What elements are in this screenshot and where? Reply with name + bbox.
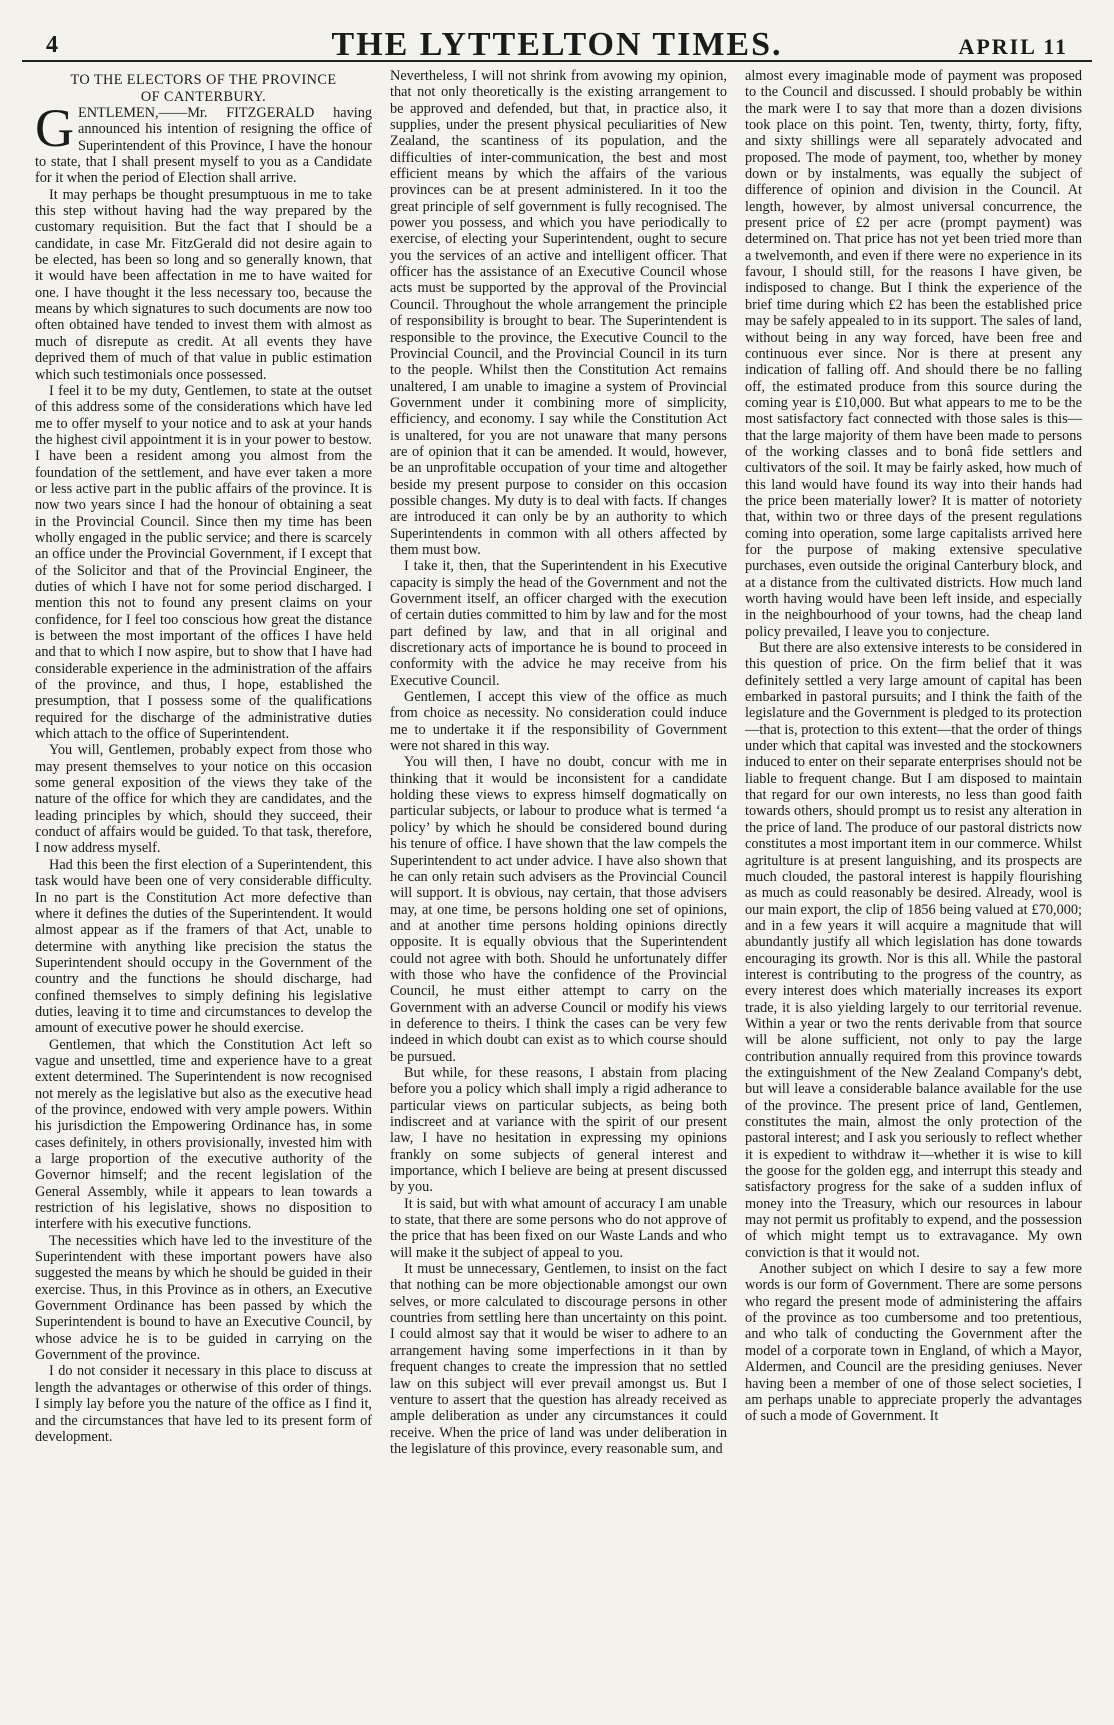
paragraph: It may perhaps be thought presumptuous in me to take this step without having had the way prepared by the customary requisition. But the fact that I should be a candidate, in case Mr. FitzGerald did not desire again to be elected, has been so long and so generally known, that it would have been affectation in me to have waited for one. I have thought it the less necessary too, because the means by which signatures to such documents are now too often obtained have tended to invest them with almost as much of disrepute as credit. At all events they have deprived them of much of that value in public estimation which such testimonials once possessed. — [35, 186, 372, 383]
header-rule — [22, 60, 1092, 62]
page-number: 4 — [46, 32, 58, 58]
issue-date: APRIL 11 — [958, 34, 1068, 59]
newspaper-title: THE LYTTELTON TIMES. — [331, 26, 783, 63]
paragraph: Another subject on which I desire to say a few more words is our form of Government. There are some persons who regard the present mode of administering the affairs of the province as too cumbersome and too pretentious, and who talk of conducting the Government after the model of a corporate town in England, of which a Mayor, Aldermen, and Council are the presiding geniuses. Never having been a member of one of those select societies, I am perhaps unable to appreciate properly the advantages of such a mode of Government. It — [745, 1261, 1082, 1425]
paragraph: The necessities which have led to the investiture of the Superintendent with these important powers have also suggested the means by which he should be guided in their exercise. Thus, in this Province as in others, an Executive Government Ordinance has been passed by which the Superintendent is bound to have an Executive Council, by whose advice he is to be guided in carrying on the Government of the province. — [35, 1232, 372, 1364]
address-title — [35, 72, 372, 105]
paragraph: Nevertheless, I will not shrink from avowing my opinion, that not only theoretically is the existing arrangement to be approved and defended, but that, in practice also, it supplies, under the present physical peculiarities of New Zealand, the scantiness of its population, and the difficulties of inter-communication, the best and most efficient means by which the affairs of the various provinces can be at present administered. In it too the great principle of self government is fully recognised. The power you possess, and which you have periodically to exercise, of electing your Superintendent, ought to secure you the services of an active and intelligent officer. That officer has the assistance of an Executive Council whose acts must be supported by the approval of the Provincial Council. Throughout the whole arrangement the principle of responsibility is brought to bear. The Superintendent is responsible to the province, the Executive Council to the Provincial Council, and the Provincial Council in its turn to the people. Whilst then the Constitution Act remains unaltered, I am unable to imagine a system of Provincial Government under it combining more of simplicity, efficiency, and economy. I say while the Constitution Act is unaltered, for you are not unaware that many persons are of opinion that it can be amended. It would, however, be an unprofitable occupation of your time and altogether beside my present purpose to consider on this occasion possible changes. My duty is to deal with facts. If changes are introduced it can only be by an authority to which Superintendents in common with all others affected by them must bow. — [390, 68, 727, 558]
address-title-line-1: TO THE ELECTORS OF THE PROVINCE — [70, 72, 337, 88]
column-2-body — [390, 68, 727, 1457]
paragraph: almost every imaginable mode of payment was proposed to the Council and discussed. I should probably be within the mark were I to say that more than a dozen divisions took place on this point. Ten, twenty, thirty, forty, fifty, and sixty shillings were all separately advocated and proposed. The mode of payment, too, whether by money down or by instalments, was equally the subject of difference of opinion and division in the Council. At length, however, by almost universal concurrence, the present price of £2 per acre (prompt payment) was determined on. That price has not yet been tried more than a twelvemonth, and even if there were no experience in its favour, I should still, for the reasons I have given, be indisposed to change. But I think the experience of the brief time during which £2 has been the established price may be safely appealed to in its support. The sales of land, without being in any way forced, have been free and continuous ever since. Nor is there at present any indication of falling off. And should there be no falling off, the estimated produce from this source during the coming year is £10,000. But what appears to me to be the most satisfactory fact connected with those sales is this—that the large majority of them have been made to persons of the working classes and to bonâ fide settlers and cultivators of the soil. It may be fairly asked, how much of this land would have found its way into their hands had the price been materially lower? It is matter of notoriety that, within two or three days of the present regulations coming into operation, some large capitalists arrived here for the purpose of making extensive speculative purchases, even outside the original Canterbury block, and at a distance from the cultivated districts. How much land worth having would have been left inside, and especially in the neighbourhood of your towns, had the cheap land policy prevailed, I leave you to conjecture. — [745, 68, 1082, 640]
page-header — [22, 18, 1092, 62]
paragraph: But there are also extensive interests to be considered in this question of price. On the firm belief that it was definitely settled a very large amount of capital has been embarked in pastoral pursuits; and I think the faith of the legislature and the Government is pledged to its protection—that is, protection to this extent—that the order of things under which that capital was invested and the stockowners induced to enter on their separate enterprises should not be liable to frequent change. But I am disposed to maintain that regard for our own interests, no less than good faith towards others, should prompt us to resist any alteration in the price of land. The produce of our pastoral districts now constitutes a most important item in our commerce. Whilst agritulture is at present languishing, and its prospects are much clouded, the pastoral interest is happily flourishing as much as could reasonably be desired. Already, wool is our main export, the clip of 1856 being valued at £70,000; and in a few years it will acquire a magnitude that will abundantly justify all which legislation has done towards encouraging its growth. Nor is this all. While the pastoral interest is contributing to the progress of the country, as every interest does which materially increases its export trade, it is also yielding largely to our territorial revenue. Within a year or two the rents derivable from that source will be alone sufficient, not only to pay the large contribution annually required from this province towards the extinguishment of the New Zealand Company's debt, but will leave a considerable balance available for the use of the province. The present price of land, Gentlemen, constitutes the main, almost the only protection of the pastoral interest; and I ask you seriously to reflect whether it is expedient to withdraw it—whether it is wise to kill the goose for the golden egg, and interrupt this steady and satisfactory progress for the sake of a sudden influx of money into the Treasury, which our resources in labour may not permit us profitably to expend, and the possession of which might tempt us to extravagance. My own conviction is that it would not. — [745, 640, 1082, 1261]
paragraph: It must be unnecessary, Gentlemen, to insist on the fact that nothing can be more objectionable amongst our own selves, or more calculated to discourage persons in other countries from settling here than uncertainty on this point. I could almost say that it would be wiser to adhere to an arrangement having some imperfections in it than by frequent changes to create the impression that no settled law on this subject will ever prevail amongst us. But I venture to assert that the question has already received as ample deliberation as under any circumstances it could receive. When the price of land was under deliberation in the legislature of this province, every reasonable sum, and — [390, 1261, 727, 1457]
salutation-paragraph — [35, 98, 372, 187]
article-columns — [35, 68, 1082, 1705]
paragraph: Gentlemen, I accept this view of the office as much from choice as necessity. No consideration could induce me to undertake it if the responsibility of Government were not shared in this way. — [390, 689, 727, 755]
address-title-line-2: OF CANTERBURY. — [140, 88, 267, 105]
column-1-body — [35, 187, 372, 1445]
column-3 — [745, 68, 1082, 1705]
paragraph: But while, for these reasons, I abstain from placing before you a policy which shall imply a rigid adherance to particular views on particular subjects, as being both indiscreet and at variance with the spirit of our present law, I have no hesitation in expressing my opinions frankly on some subjects of general interest and importance, which I believe are being at present discussed by you. — [390, 1064, 727, 1196]
drop-cap: G — [35, 98, 74, 158]
paragraph: You will, Gentlemen, probably expect from those who may present themselves to your notice on this occasion some general exposition of the views they take of the nature of the office for which they are candidates, and the leading principles by which, should they succeed, their conduct of affairs would be guided. To that task, therefore, I now address myself. — [35, 742, 372, 857]
column-2 — [390, 68, 727, 1705]
paragraph: Gentlemen, that which the Constitution Act left so vague and unsettled, time and experience have to a great extent determined. The Superintendent is now recognised not merely as the legislative but also as the executive head of the province, endowed with very ample powers. Within his jurisdiction the Empowering Ordinance has, in some cases definitely, in others provisionally, invested him with a large proportion of the executive authority of the Governor himself; and the recent legislation of the General Assembly, while it appears to lean towards a restriction of his legislative, shows no disposition to interfere with his executive functions. — [35, 1036, 372, 1233]
paragraph: You will then, I have no doubt, concur with me in thinking that it would be inconsistent for a candidate holding these views to express himself dogmatically on particular subjects, or labour to produce what is termed ‘a policy’ by which he should be considered bound during his tenure of office. I have shown that the law compels the Superintendent to act under advice. I have also shown that he can only retain such advisers as the Provincial Council will support. It is obvious, nay certain, that those advisers may, at one time, be persons holding one set of opinions, and at another time persons holding opinions directly opposite. It is equally obvious that the Superintendent could not agree with both. Should he unfortunately differ with those who have the confidence of the Provincial Council, he must either attempt to carry on the Government with an adverse Council or modify his views in deference to theirs. I think the cases can be very few indeed in which doubt can exist as to which course should be pursued. — [390, 754, 727, 1065]
paragraph: I do not consider it necessary in this place to discuss at length the advantages or otherwise of this order of things. I simply lay before you the nature of the office as I find it, and the circumstances that have led to its present form of development. — [35, 1363, 372, 1445]
paragraph: It is said, but with what amount of accuracy I am unable to state, that there are some persons who do not approve of the price that has been fixed on our Waste Lands and who will make it the subject of appeal to you. — [390, 1195, 727, 1261]
salutation-text: ENTLEMEN,——Mr. FITZGERALD having announced his intention of resigning the office of Superintendent of this Province, I have the honour to state, that I shall present myself to you as a Candidate for it when the period of Election shall arrive. — [35, 105, 372, 187]
paragraph: I take it, then, that the Superintendent in his Executive capacity is simply the head of the Government and not the Government itself, an officer charged with the execution of certain duties committed to him by law and for the most part defined by law, and that in all original and discretionary acts of importance he is bound to proceed in conformity with the advice he may receive from his Executive Council. — [390, 558, 727, 689]
column-1 — [35, 68, 372, 1705]
column-3-body — [745, 68, 1082, 1425]
paragraph: Had this been the first election of a Superintendent, this task would have been one of very considerable difficulty. In no part is the Constitution Act more defective than where it defines the duties of the Superintendent. It would almost appear as if the framers of that Act, unable to determine with anything like precision the status the Superintendent should occupy in the Government of the country and the functions he should discharge, had confined themselves to simply defining his legislative duties, leaving it to time and circumstances to develop the amount of executive power he should exercise. — [35, 856, 372, 1037]
paragraph: I feel it to be my duty, Gentlemen, to state at the outset of this address some of the considerations which have led me to offer myself to your notice and to ask at your hands the highest civil appointment it is in your power to bestow. I have been a resident among you almost from the foundation of the settlement, and have ever taken a more or less active part in the public affairs of the province. It is now two years since I had the honour of obtaining a seat in the Provincial Council. Since then my time has been wholly engaged in the public service; and there is scarcely an office under the Provincial Government, if I except that of the Solicitor and that of the Provincial Engineer, the duties of which I have not for some period discharged. I mention this not to found any present claims on your confidence, for I feel too conscious how great the distance is between the most important of the offices I have held and that to which I now aspire, but to show that I have had considerable experience in the administration of the affairs of the province, and thus, I hope, established the presumption, that I possess some of the qualifications required for the discharge of the administrative duties which attach to the office of Superintendent. — [35, 382, 372, 743]
